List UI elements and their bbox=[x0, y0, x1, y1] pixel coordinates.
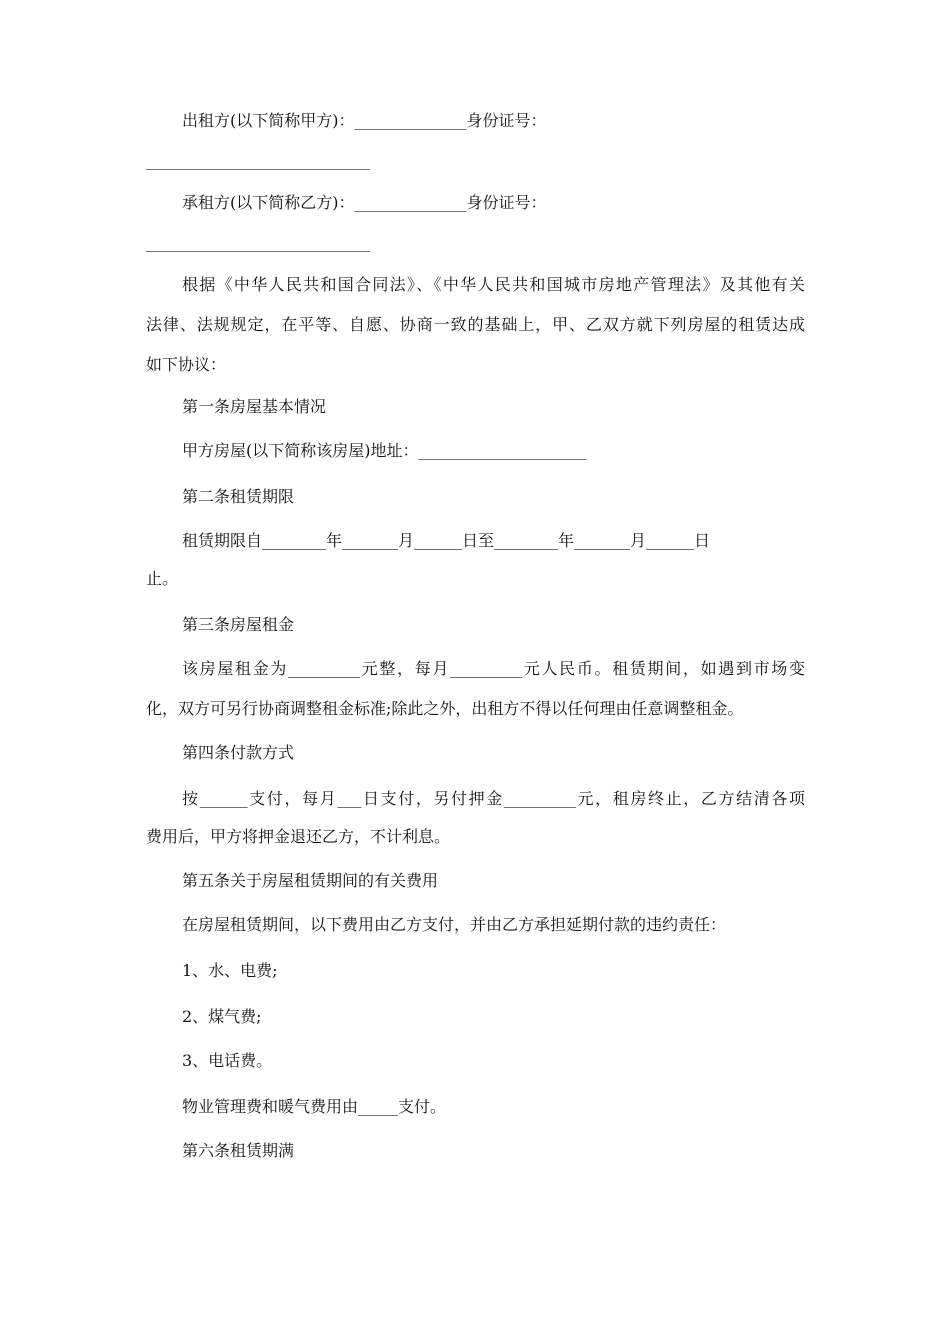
intro-paragraph-line-3: 如下协议： bbox=[146, 355, 227, 374]
article-5-heading: 第五条关于房屋租赁期间的有关费用 bbox=[182, 871, 439, 890]
lease-term-line-2: 止。 bbox=[146, 569, 179, 588]
lessor-id-blank: ____________________________ bbox=[146, 151, 370, 170]
lessee-id-blank: ____________________________ bbox=[146, 233, 370, 252]
fee-item-3: 3、电话费。 bbox=[182, 1051, 273, 1070]
house-address-line: 甲方房屋(以下简称该房屋)地址：_____________________ bbox=[182, 441, 587, 460]
article-1-heading: 第一条房屋基本情况 bbox=[182, 397, 327, 416]
article-4-heading: 第四条付款方式 bbox=[182, 743, 295, 762]
fee-item-2: 2、煤气费; bbox=[182, 1007, 262, 1026]
payment-line-2: 费用后，甲方将押金退还乙方，不计利息。 bbox=[146, 827, 451, 846]
intro-paragraph-line-2: 法律、法规规定，在平等、自愿、协商一致的基础上，甲、乙双方就下列房屋的租赁达成 bbox=[146, 315, 805, 334]
lessee-line: 承租方(以下简称乙方)：______________身份证号： bbox=[182, 193, 547, 212]
fee-item-1: 1、水、电费; bbox=[182, 961, 278, 980]
rent-line-1: 该房屋租金为_________元整，每月_________元人民币。租赁期间，如遇到市场变 bbox=[182, 659, 805, 678]
article-6-heading: 第六条租赁期满 bbox=[182, 1141, 295, 1160]
lease-term-line-1: 租赁期限自________年_______月______日至________年_______月______日 bbox=[182, 531, 711, 550]
intro-paragraph-line-1: 根据《中华人民共和国合同法》、《中华人民共和国城市房地产管理法》及其他有关 bbox=[182, 275, 805, 294]
rent-line-2: 化，双方可另行协商调整租金标准;除此之外，出租方不得以任何理由任意调整租金。 bbox=[146, 699, 744, 718]
fees-intro-line: 在房屋租赁期间，以下费用由乙方支付，并由乙方承担延期付款的违约责任： bbox=[182, 915, 727, 934]
payment-line-1: 按______支付，每月___日支付，另付押金_________元，租房终止，乙方结清各项 bbox=[182, 789, 805, 808]
article-3-heading: 第三条房屋租金 bbox=[182, 615, 295, 634]
article-2-heading: 第二条租赁期限 bbox=[182, 487, 295, 506]
property-fee-line: 物业管理费和暖气费用由_____支付。 bbox=[182, 1097, 447, 1116]
lessor-line: 出租方(以下简称甲方)：______________身份证号： bbox=[182, 111, 547, 130]
